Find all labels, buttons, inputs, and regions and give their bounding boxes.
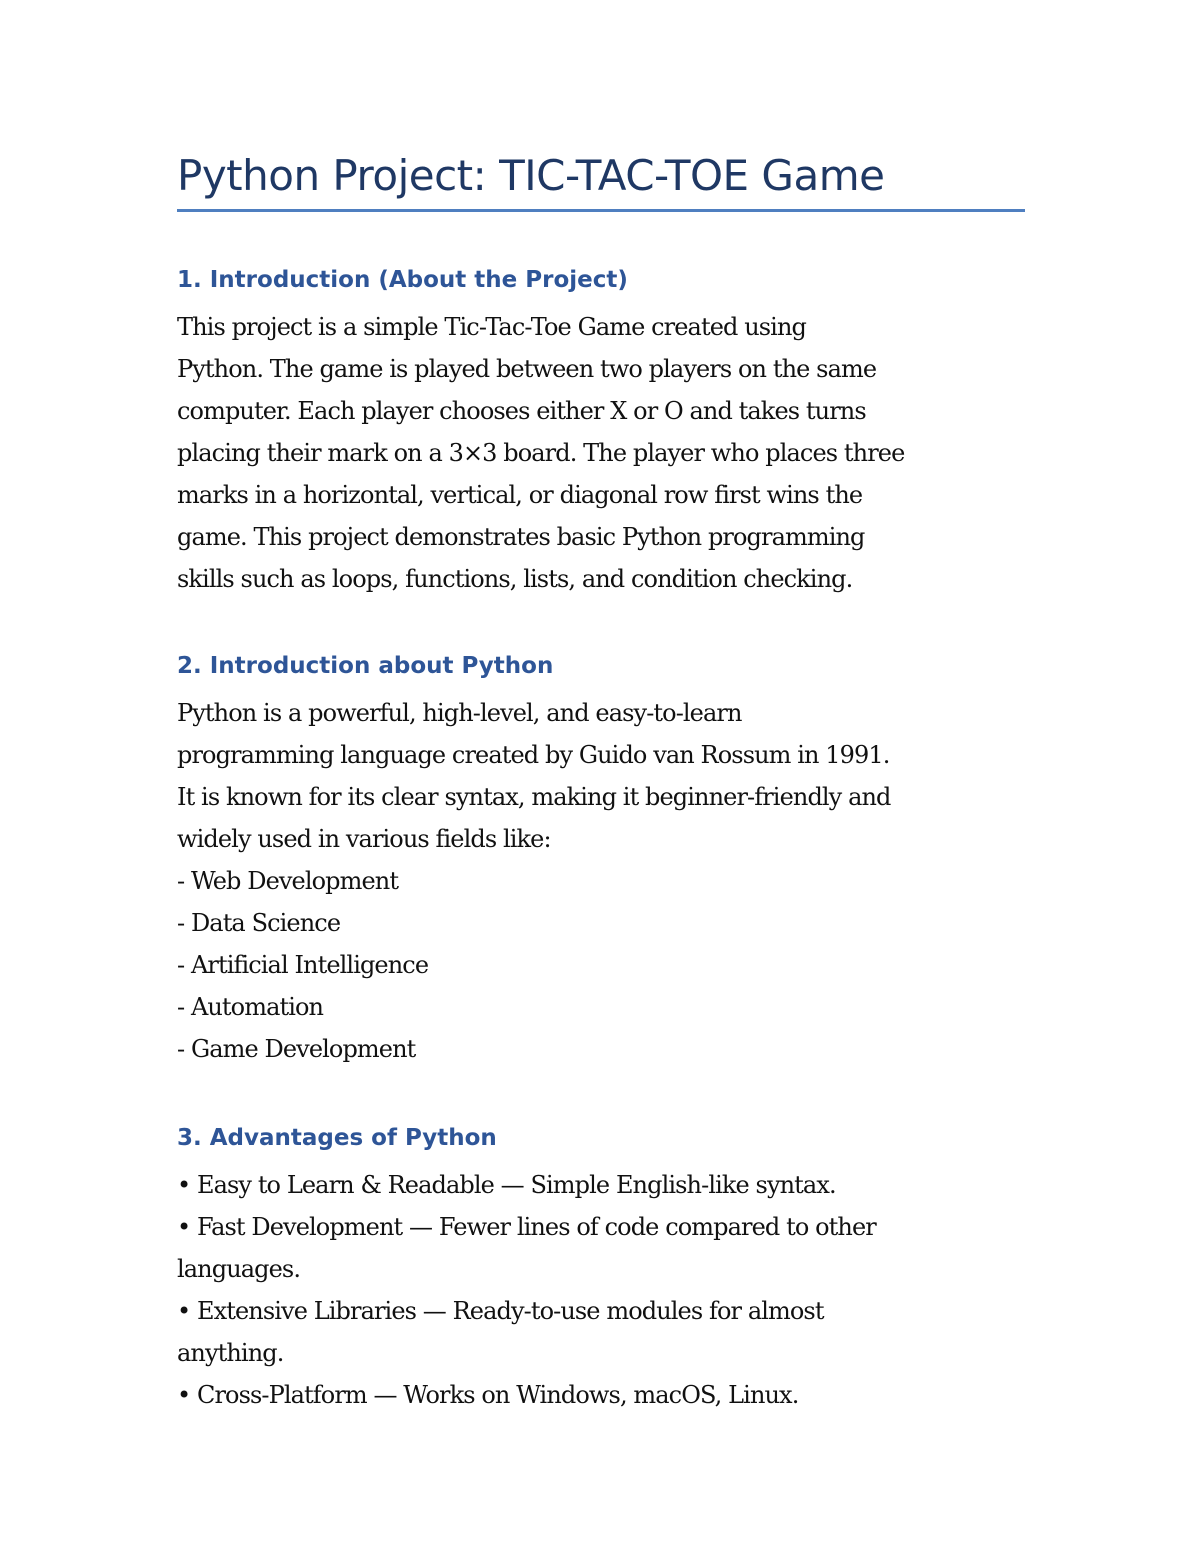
section-heading: 1. Introduction (About the Project): [177, 267, 628, 293]
section-heading: 3. Advantages of Python: [177, 1125, 497, 1151]
list-item: • Easy to Learn & Readable — Simple English-like syntax.: [177, 1171, 836, 1199]
list-item-continuation: languages.: [177, 1255, 301, 1283]
paragraph-line: widely used in various fields like:: [177, 825, 551, 853]
section-paragraph: [177, 692, 1037, 860]
section-paragraph: [177, 306, 1037, 600]
list-item-continuation: anything.: [177, 1339, 284, 1367]
paragraph-line: This project is a simple Tic-Tac-Toe Game created using: [177, 313, 806, 341]
paragraph-line: marks in a horizontal, vertical, or diagonal row first wins the: [177, 481, 863, 509]
list-item: • Extensive Libraries — Ready-to-use modules for almost: [177, 1297, 824, 1325]
section-advantages: [177, 1122, 1037, 1416]
fields-list: [177, 860, 1037, 1070]
list-item: - Artificial Intelligence: [177, 951, 429, 979]
title-underline: [177, 209, 1025, 212]
list-item: - Automation: [177, 993, 324, 1021]
advantages-list: [177, 1164, 1037, 1416]
list-item: - Data Science: [177, 909, 341, 937]
paragraph-line: skills such as loops, functions, lists, and condition checking.: [177, 565, 853, 593]
paragraph-line: game. This project demonstrates basic Python programming: [177, 523, 865, 551]
paragraph-line: Python. The game is played between two players on the same: [177, 355, 877, 383]
paragraph-line: It is known for its clear syntax, making it beginner-friendly and: [177, 783, 891, 811]
paragraph-line: Python is a powerful, high-level, and easy-to-learn: [177, 699, 742, 727]
list-item: - Game Development: [177, 1035, 416, 1063]
list-item: • Fast Development — Fewer lines of code compared to other: [177, 1213, 876, 1241]
section-introduction-project: [177, 264, 1037, 600]
list-item: • Cross-Platform — Works on Windows, macOS, Linux.: [177, 1381, 799, 1409]
section-introduction-python: [177, 650, 1037, 1070]
paragraph-line: programming language created by Guido van Rossum in 1991.: [177, 741, 890, 769]
paragraph-line: placing their mark on a 3×3 board. The player who places three: [177, 439, 905, 467]
document-title: Python Project: TIC-TAC-TOE Game: [177, 151, 885, 200]
list-item: - Web Development: [177, 867, 399, 895]
paragraph-line: computer. Each player chooses either X or O and takes turns: [177, 397, 866, 425]
section-heading: 2. Introduction about Python: [177, 653, 554, 679]
